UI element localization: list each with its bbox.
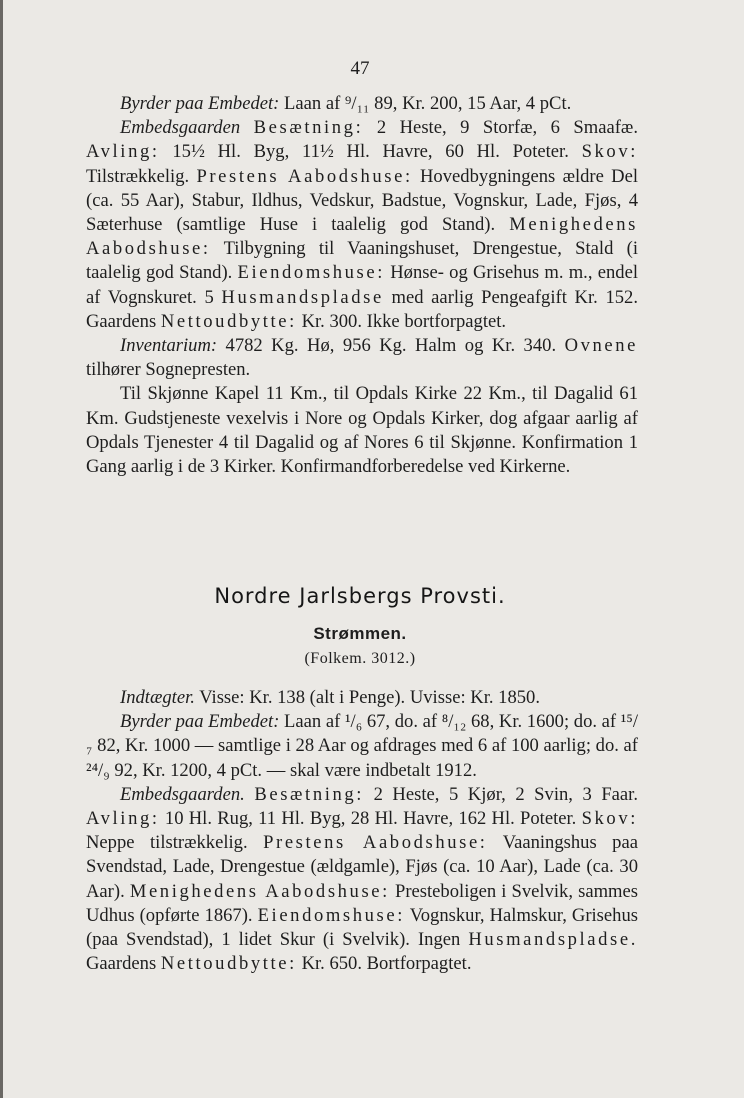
nettoudbytte-text: Kr. 300. Ikke bortforpagtet. [296,310,507,332]
nettoudbytte-strommen-text: Kr. 650. Bortforpagtet. [296,953,472,975]
page-number: 47 [350,58,370,79]
avling-text: 15½ Hl. Byg, 11½ Hl. Havre, 60 Hl. Poteter. [159,141,582,163]
skov-text: Tilstrækkelig. [86,165,197,187]
paragraph-embedsgaarden-strommen [86,783,638,977]
husmandspladse-strommen-label: Husmandspladse. [468,929,638,951]
inventarium-text: 4782 Kg. Hø, 956 Kg. Halm og Kr. 340. [217,335,565,357]
embedsgaarden-strommen-lead: Embedsgaarden. [120,783,245,805]
avling-label: Avling: [86,141,160,163]
nettoudbytte-label: Nettoudbytte: [160,310,297,332]
ovnene-label: Ovnene [564,335,638,357]
prestens-aabodshuse-strommen-label: Prestens Aabodshuse: [263,832,488,854]
besaetning-strommen-text: 2 Heste, 5 Kjør, 2 Svin, 3 Faar. [364,783,638,805]
husmandspladse-text: med aarlig Pengeafgift Kr. 152. Gaardens [86,286,638,332]
besaetning-text: 2 Heste, 9 Storfæ, 6 Smaafæ. [363,117,638,139]
indtaegter-lead: Indtægter. [120,687,195,708]
avling-strommen-label: Avling: [86,808,160,830]
skov-strommen-label: Skov: [581,808,638,830]
skov-strommen-text: Neppe tilstrækkelig. [86,832,264,854]
byrder-lead: Byrder paa Embedet: [120,93,280,114]
byrder-text: Laan af ⁹/₁₁ 89, Kr. 200, 15 Aar, 4 pCt. [279,93,572,114]
menighedens-aabodshuse-strommen-text: Presteboligen i Svelvik, sammes Udhus (opførte 1867). [86,880,638,926]
paragraph-inventarium [86,334,638,382]
besaetning-strommen-label: Besætning: [254,783,365,805]
prestens-aabodshuse-text: Hovedbygningens ældre Del (ca. 55 Aar), Stabur, Ildhus, Vedskur, Badstue, Vognskur, Lade, Fjøs, 4 Sæterhuse (samtlige Huse i taalelig god Stand). [86,165,638,236]
skov-label: Skov: [581,141,638,163]
menighedens-aabodshuse-text: Tilbygning til Vaaningshuset, Drengestue, Stald (i taalelig god Stand). [86,238,638,284]
ovnene-text: tilhører Sognepresten. [86,359,251,381]
eiendomshuse-label: Eiendomshuse: [237,262,385,284]
section-heading: Nordre Jarlsbergs Provsti. [214,584,506,608]
prestens-aabodshuse-label: Prestens Aabodshuse: [196,165,413,187]
page-edge-shadow [0,0,3,1098]
menighedens-aabodshuse-strommen-label: Menighedens Aabodshuse: [129,880,390,902]
prestens-aabodshuse-strommen-text: Vaaningshus paa Svendstad, Lade, Drengestue (ældgamle), Fjøs (ca. 10 Aar), Lade (ca. 30 Aar). [86,832,638,902]
indtaegter-text: Visse: Kr. 138 (alt i Penge). Uvisse: Kr. 1850. [194,687,540,708]
eiendomshuse-text: Hønse- og Grisehus m. m., endel af Vognskuret. 5 [86,262,638,308]
parish-name: Strømmen. [313,624,407,643]
inventarium-lead: Inventarium: [120,335,218,357]
byrder-strommen-text: Laan af ¹/₆ 67, do. af ⁸/₁₂ 68, Kr. 1600; do. af ¹⁵/₇ 82, Kr. 1000 — samtlige i 28 Aar og afdrages med 6 af 100 aarlig; do. af ²⁴/₉ 92, Kr. 1200, 4 pCt. — skal være indbetalt 1912. [86,711,639,781]
byrder-strommen-lead: Byrder paa Embedet: [120,711,280,733]
embedsgaard-description-continued [86,92,638,479]
husmandspladse-label: Husmandspladse [221,286,384,308]
strommen-description [86,686,638,976]
nettoudbytte-strommen-label: Nettoudbytte: [160,953,297,975]
paragraph-embedsgaarden [86,116,638,334]
eiendomshuse-strommen-label: Eiendomshuse: [257,904,406,926]
eiendomshuse-strommen-text: Vognskur, Halmskur, Grisehus (paa Svendstad), 1 lidet Skur (i Svelvik). Ingen [86,904,638,951]
paragraph-byrder [86,92,638,116]
paragraph-byrder-strommen [86,710,638,783]
menighedens-aabodshuse-label: Menighedens Aabodshuse: [86,214,638,260]
besaetning-label: Besætning: [253,117,364,139]
paragraph-indtaegter [86,686,638,710]
embedsgaarden-lead: Embedsgaarden [120,117,241,139]
parish-population: (Folkem. 3012.) [304,650,416,667]
avling-strommen-text: 10 Hl. Rug, 11 Hl. Byg, 28 Hl. Havre, 162 Hl. Poteter. [159,808,582,830]
husmandspladse-strommen-text: Gaardens [86,953,161,975]
paragraph-distances-services: Til Skjønne Kapel 11 Km., til Opdals Kirke 22 Km., til Dagalid 61 Km. Gudstjeneste vexelvis i Nore og Opdals Kirker, dog afgaar aarlig af Opdals Tjenester 4 til Dagalid og af Nores 6 til Skjønne. Konfirmation 1 Gang aarlig i de 3 Kirker. Konfirmandforberedelse ved Kirkerne. [86,383,638,478]
